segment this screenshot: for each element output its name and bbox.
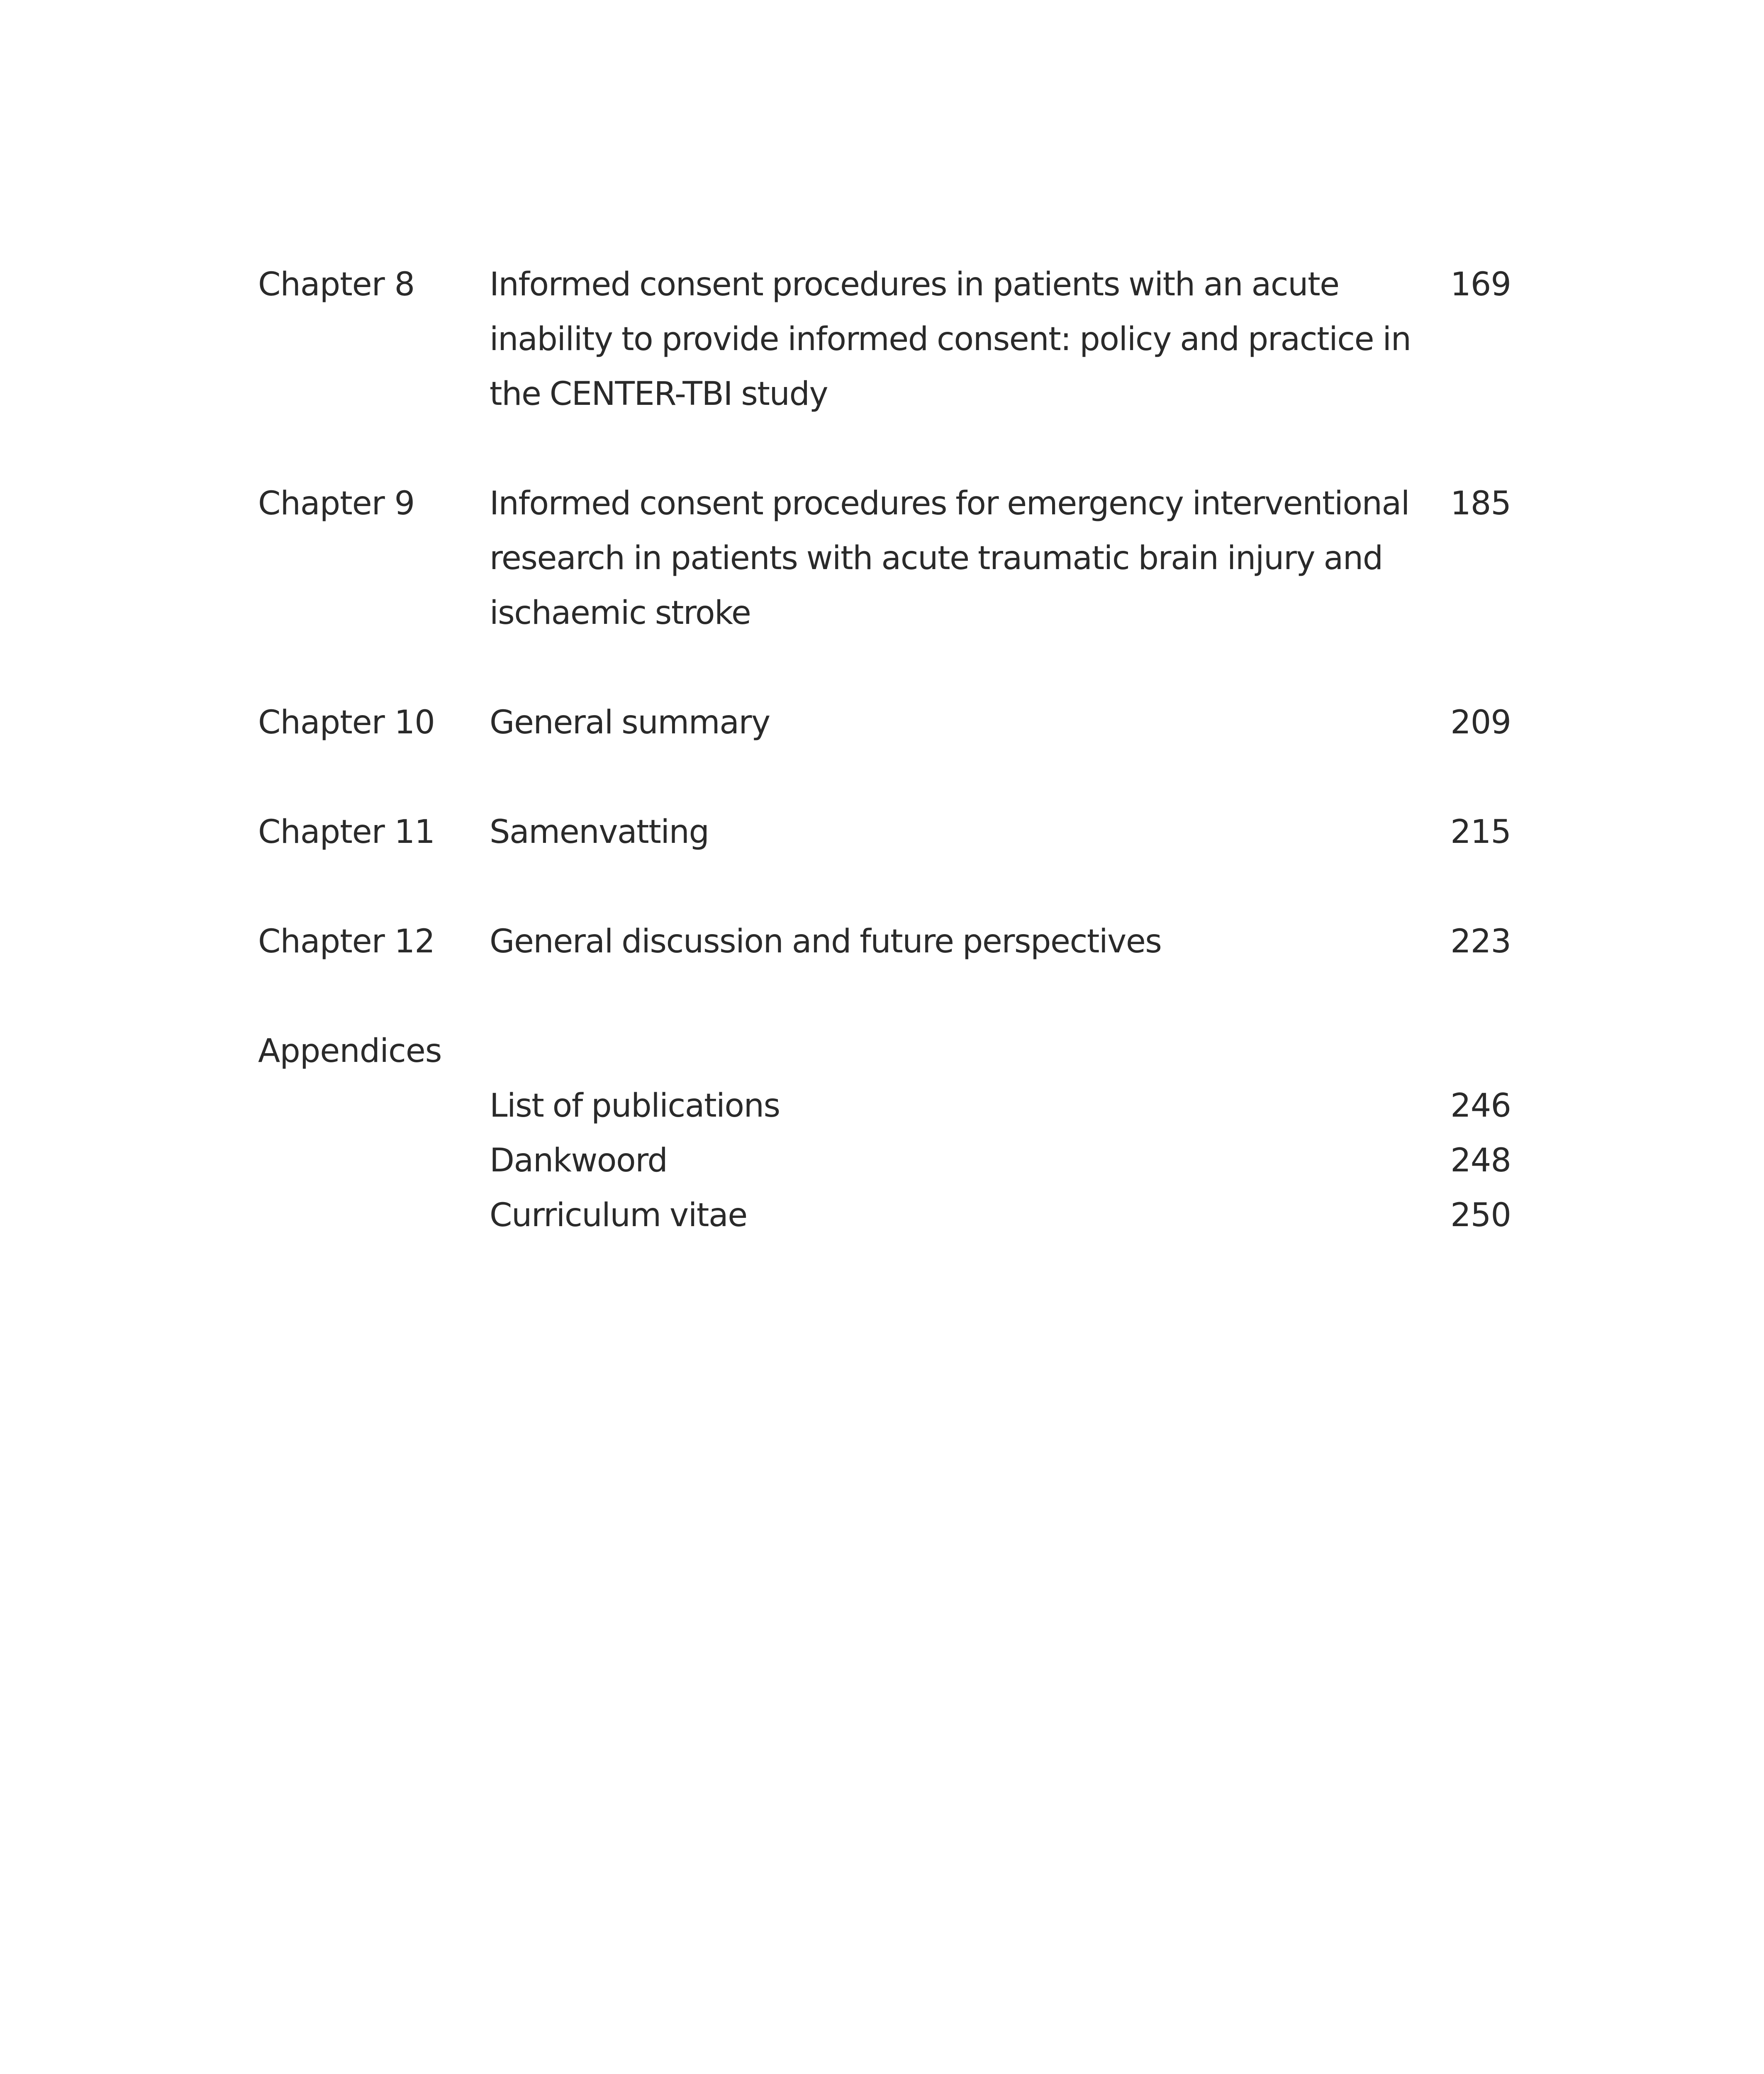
chapter-title: Samenvatting <box>490 813 709 851</box>
indent-spacer <box>258 1078 490 1133</box>
table-of-contents <box>258 257 1511 1243</box>
chapter-label: Chapter 10 <box>258 704 435 741</box>
appendix-title: Curriculum vitae <box>490 1197 747 1234</box>
indent-spacer <box>258 1188 490 1243</box>
chapter-label: Chapter 8 <box>258 266 415 303</box>
chapter-title: Informed consent procedures in patients with an acute inability to provide informed consent: policy and practice in the CENTER-TBI study <box>490 266 1411 413</box>
appendices-heading: Appendices <box>258 1032 442 1070</box>
toc-entry-chapter-12[interactable] <box>258 914 1511 969</box>
appendix-title: List of publications <box>490 1087 780 1125</box>
chapter-label: Chapter 12 <box>258 923 435 960</box>
toc-entry-list-of-publications[interactable] <box>258 1078 1511 1133</box>
appendix-title: Dankwoord <box>490 1142 668 1179</box>
chapter-title: General discussion and future perspectives <box>490 923 1162 960</box>
toc-entry-chapter-11[interactable] <box>258 805 1511 859</box>
toc-entry-dankwoord[interactable] <box>258 1133 1511 1188</box>
chapter-label: Chapter 11 <box>258 813 435 851</box>
page-number: 250 <box>1450 1197 1511 1234</box>
page-number: 209 <box>1450 704 1511 741</box>
toc-entry-chapter-10[interactable] <box>258 695 1511 750</box>
chapter-title: Informed consent procedures for emergency interventional research in patients with acute traumatic brain injury and ischaemic stroke <box>490 485 1409 632</box>
page-number: 185 <box>1450 485 1511 522</box>
page-number: 246 <box>1450 1087 1511 1125</box>
chapter-title: General summary <box>490 704 770 741</box>
page-number: 169 <box>1450 266 1511 303</box>
indent-spacer <box>258 1133 490 1188</box>
page-number: 215 <box>1450 813 1511 851</box>
toc-entry-chapter-8[interactable] <box>258 257 1511 421</box>
page-number: 248 <box>1450 1142 1511 1179</box>
page-number: 223 <box>1450 923 1511 960</box>
toc-entry-curriculum-vitae[interactable] <box>258 1188 1511 1243</box>
toc-entry-chapter-9[interactable] <box>258 476 1511 640</box>
chapter-label: Chapter 9 <box>258 485 415 522</box>
